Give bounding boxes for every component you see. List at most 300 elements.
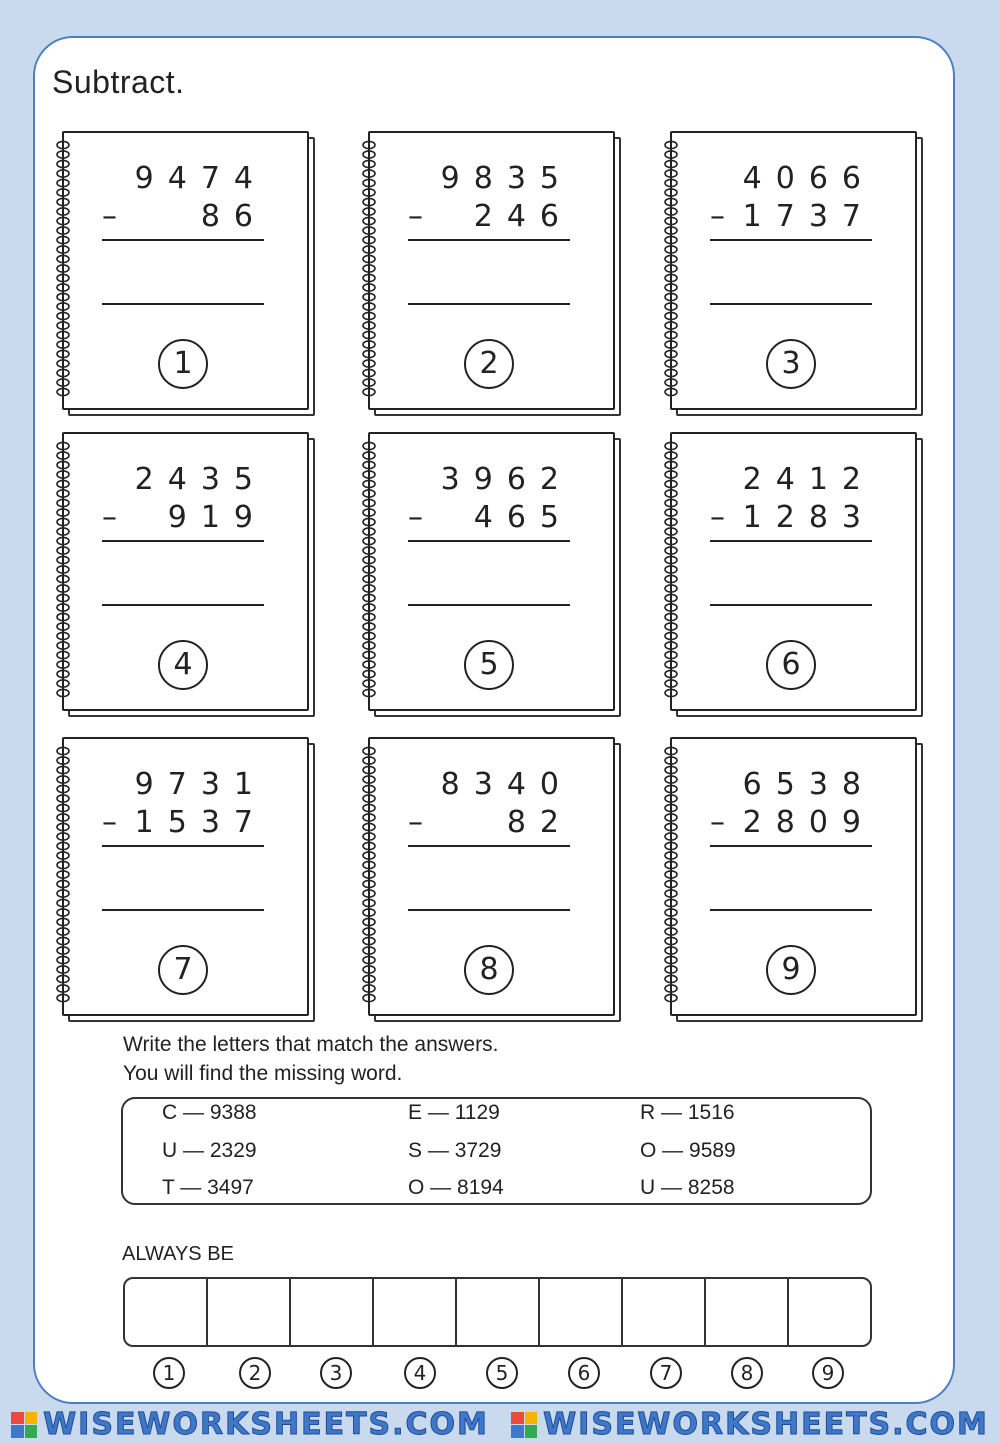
spiral-ring: [57, 246, 69, 253]
spiral-ring: [57, 776, 69, 783]
spiral-ring: [665, 795, 677, 802]
answer-line[interactable]: [408, 909, 570, 911]
footer-brand-text: WISEWORKSHEETS.COM: [543, 1407, 989, 1442]
spiral-ring: [665, 861, 677, 868]
spiral-ring: [57, 985, 69, 992]
spiral-ring: [57, 274, 69, 281]
spiral-ring: [363, 442, 375, 449]
spiral-ring: [363, 388, 375, 395]
key-value: 1129: [454, 1101, 500, 1124]
key-letter: O: [408, 1176, 425, 1199]
key-letter: O: [640, 1139, 657, 1162]
spiral-ring: [665, 871, 677, 878]
answer-box-3[interactable]: [291, 1279, 374, 1345]
problem-number: 9: [766, 945, 816, 995]
spiral-ring: [57, 814, 69, 821]
spiral-ring: [363, 632, 375, 639]
spiral-ring: [363, 680, 375, 687]
spiral-ring: [665, 651, 677, 658]
answer-line[interactable]: [102, 909, 264, 911]
answer-key-entry: [408, 1176, 504, 1200]
spiral-ring: [363, 518, 375, 525]
spiral-ring: [665, 566, 677, 573]
minuend: 9731: [134, 767, 267, 802]
spiral-ring: [665, 575, 677, 582]
minus-sign: –: [710, 500, 725, 535]
minus-sign: –: [102, 805, 117, 840]
spiral-ring: [665, 350, 677, 357]
spiral-ring: [363, 861, 375, 868]
answer-line[interactable]: [102, 303, 264, 305]
spiral-ring: [57, 833, 69, 840]
brand-logo-icon: [511, 1412, 537, 1438]
spiral-ring: [57, 547, 69, 554]
spiral-ring: [57, 528, 69, 535]
answer-key-entry: [162, 1101, 257, 1125]
spiral-ring: [57, 518, 69, 525]
key-dash: —: [177, 1139, 210, 1162]
spiral-ring: [665, 369, 677, 376]
spiral-ring: [57, 880, 69, 887]
spiral-ring: [363, 795, 375, 802]
spiral-ring: [665, 689, 677, 696]
key-dash: —: [656, 1139, 690, 1162]
answer-number: 9: [812, 1357, 844, 1389]
spiral-ring: [57, 236, 69, 243]
spiral-ring: [57, 795, 69, 802]
answer-box-6[interactable]: [540, 1279, 623, 1345]
minuend: 2435: [134, 462, 267, 497]
spiral-ring: [57, 804, 69, 811]
spiral-ring: [665, 928, 677, 935]
spiral-ring: [665, 804, 677, 811]
answer-key-entry: [162, 1139, 257, 1163]
sum-line: [710, 239, 872, 241]
spiral-ring: [57, 757, 69, 764]
spiral-binding-icon: [360, 440, 382, 702]
spiral-ring: [665, 747, 677, 754]
spiral-ring: [57, 994, 69, 1001]
spiral-binding-icon: [54, 745, 76, 1007]
spiral-ring: [57, 141, 69, 148]
subtrahend: 1283: [742, 500, 875, 535]
minuend: 8340: [440, 767, 573, 802]
key-letter: T: [162, 1176, 175, 1199]
spiral-ring: [57, 379, 69, 386]
spiral-ring: [363, 661, 375, 668]
answer-number: 6: [568, 1357, 600, 1389]
spiral-ring: [363, 208, 375, 215]
spiral-ring: [665, 379, 677, 386]
sum-line: [408, 540, 570, 542]
spiral-ring: [665, 661, 677, 668]
spiral-ring: [57, 160, 69, 167]
spiral-ring: [363, 499, 375, 506]
spiral-ring: [363, 331, 375, 338]
spiral-ring: [363, 604, 375, 611]
instruction-title: Subtract.: [52, 64, 185, 100]
answer-box-9[interactable]: [789, 1279, 870, 1345]
spiral-ring: [57, 661, 69, 668]
spiral-ring: [57, 766, 69, 773]
spiral-ring: [57, 151, 69, 158]
spiral-ring: [665, 537, 677, 544]
key-dash: —: [174, 1176, 208, 1199]
minus-sign: –: [102, 500, 117, 535]
problem-notebook-7: [62, 737, 317, 1022]
spiral-ring: [363, 975, 375, 982]
spiral-ring: [363, 236, 375, 243]
answer-box-4[interactable]: [374, 1279, 457, 1345]
spiral-ring: [57, 480, 69, 487]
spiral-ring: [665, 217, 677, 224]
answer-line[interactable]: [102, 604, 264, 606]
minus-sign: –: [102, 199, 117, 234]
spiral-ring: [665, 909, 677, 916]
spiral-ring: [665, 509, 677, 516]
minus-sign: –: [710, 805, 725, 840]
spiral-ring: [57, 747, 69, 754]
spiral-ring: [57, 312, 69, 319]
spiral-ring: [665, 189, 677, 196]
spiral-ring: [363, 341, 375, 348]
spiral-ring: [363, 141, 375, 148]
spiral-ring: [665, 994, 677, 1001]
answer-box-7[interactable]: [623, 1279, 706, 1345]
spiral-ring: [363, 547, 375, 554]
spiral-ring: [665, 388, 677, 395]
spiral-ring: [363, 293, 375, 300]
key-letter: R: [640, 1101, 656, 1124]
problem-number: 4: [158, 640, 208, 690]
spiral-ring: [57, 899, 69, 906]
spiral-ring: [665, 947, 677, 954]
footer-brand-right: [511, 1407, 989, 1442]
spiral-ring: [665, 670, 677, 677]
spiral-ring: [57, 303, 69, 310]
spiral-ring: [665, 284, 677, 291]
spiral-ring: [57, 670, 69, 677]
spiral-ring: [363, 613, 375, 620]
spiral-ring: [665, 823, 677, 830]
spiral-ring: [57, 217, 69, 224]
spiral-ring: [57, 966, 69, 973]
spiral-ring: [363, 227, 375, 234]
spiral-ring: [57, 947, 69, 954]
spiral-ring: [57, 265, 69, 272]
spiral-ring: [57, 566, 69, 573]
spiral-ring: [363, 537, 375, 544]
spiral-ring: [665, 956, 677, 963]
spiral-ring: [665, 966, 677, 973]
spiral-ring: [57, 861, 69, 868]
spiral-ring: [57, 689, 69, 696]
spiral-ring: [363, 966, 375, 973]
problem-notebook-4: [62, 432, 317, 717]
spiral-ring: [665, 480, 677, 487]
minuend: 3962: [440, 462, 573, 497]
spiral-ring: [665, 227, 677, 234]
spiral-ring: [363, 265, 375, 272]
spiral-ring: [363, 823, 375, 830]
spiral-ring: [363, 528, 375, 535]
spiral-ring: [665, 499, 677, 506]
spiral-ring: [363, 556, 375, 563]
spiral-ring: [665, 890, 677, 897]
spiral-binding-icon: [662, 139, 684, 401]
minuend: 4066: [742, 161, 875, 196]
spiral-ring: [665, 255, 677, 262]
spiral-ring: [363, 880, 375, 887]
spiral-ring: [665, 842, 677, 849]
spiral-ring: [665, 490, 677, 497]
spiral-ring: [665, 880, 677, 887]
spiral-ring: [57, 255, 69, 262]
spiral-ring: [363, 670, 375, 677]
key-value: 2329: [209, 1139, 257, 1162]
spiral-ring: [57, 623, 69, 630]
minuend: 9474: [134, 161, 267, 196]
spiral-ring: [363, 461, 375, 468]
key-dash: —: [424, 1176, 458, 1199]
spiral-ring: [665, 985, 677, 992]
spiral-ring: [363, 785, 375, 792]
problem-number: 5: [464, 640, 514, 690]
spiral-binding-icon: [662, 745, 684, 1007]
spiral-ring: [57, 499, 69, 506]
sum-line: [102, 540, 264, 542]
spiral-ring: [57, 509, 69, 516]
spiral-ring: [57, 452, 69, 459]
answer-line[interactable]: [710, 604, 872, 606]
spiral-ring: [665, 785, 677, 792]
answer-box-5[interactable]: [457, 1279, 540, 1345]
spiral-ring: [665, 556, 677, 563]
spiral-ring: [665, 179, 677, 186]
spiral-ring: [363, 566, 375, 573]
spiral-ring: [363, 160, 375, 167]
spiral-ring: [363, 594, 375, 601]
answer-line[interactable]: [710, 303, 872, 305]
subtrahend: 919: [167, 500, 267, 535]
subtrahend: 246: [473, 199, 573, 234]
key-value: 9388: [209, 1101, 257, 1124]
footer-brand-left: [11, 1407, 489, 1442]
spiral-ring: [665, 680, 677, 687]
spiral-ring: [665, 776, 677, 783]
spiral-ring: [665, 303, 677, 310]
notebook-page: [368, 131, 615, 410]
spiral-ring: [665, 604, 677, 611]
spiral-ring: [363, 379, 375, 386]
spiral-ring: [57, 490, 69, 497]
sum-line: [710, 845, 872, 847]
spiral-ring: [665, 461, 677, 468]
answer-number: 2: [239, 1357, 271, 1389]
spiral-ring: [363, 909, 375, 916]
spiral-ring: [57, 604, 69, 611]
problem-notebook-3: [670, 131, 925, 416]
answer-box-2[interactable]: [208, 1279, 291, 1345]
notebook-page: [62, 432, 309, 711]
spiral-ring: [57, 852, 69, 859]
spiral-ring: [363, 217, 375, 224]
key-letter: E: [408, 1101, 423, 1124]
spiral-ring: [57, 227, 69, 234]
answer-number: 4: [404, 1357, 436, 1389]
spiral-ring: [363, 852, 375, 859]
spiral-ring: [363, 994, 375, 1001]
sum-line: [408, 845, 570, 847]
notebook-page: [670, 432, 917, 711]
spiral-ring: [57, 871, 69, 878]
spiral-ring: [363, 766, 375, 773]
answer-key-entry: [640, 1101, 735, 1125]
spiral-binding-icon: [54, 440, 76, 702]
spiral-ring: [665, 442, 677, 449]
subtrahend: 465: [473, 500, 573, 535]
spiral-ring: [57, 594, 69, 601]
key-letter: U: [162, 1139, 178, 1162]
problem-notebook-1: [62, 131, 317, 416]
problem-notebook-5: [368, 432, 623, 717]
spiral-ring: [665, 236, 677, 243]
spiral-ring: [363, 575, 375, 582]
spiral-ring: [57, 956, 69, 963]
spiral-ring: [57, 823, 69, 830]
spiral-binding-icon: [360, 139, 382, 401]
spiral-ring: [57, 928, 69, 935]
spiral-ring: [363, 623, 375, 630]
spiral-binding-icon: [54, 139, 76, 401]
notebook-page: [670, 131, 917, 410]
key-value: 1516: [687, 1101, 735, 1124]
answer-box-8[interactable]: [706, 1279, 789, 1345]
spiral-ring: [363, 985, 375, 992]
spiral-ring: [665, 528, 677, 535]
spiral-ring: [665, 899, 677, 906]
sum-line: [710, 540, 872, 542]
spiral-ring: [363, 642, 375, 649]
subtrahend: 1537: [134, 805, 267, 840]
answer-line[interactable]: [408, 303, 570, 305]
spiral-ring: [57, 613, 69, 620]
spiral-ring: [57, 198, 69, 205]
spiral-ring: [57, 585, 69, 592]
spiral-ring: [57, 179, 69, 186]
problem-number: 3: [766, 339, 816, 389]
spiral-ring: [363, 871, 375, 878]
answer-number: 8: [731, 1357, 763, 1389]
answer-boxes: [123, 1277, 872, 1347]
spiral-ring: [665, 623, 677, 630]
spiral-ring: [665, 170, 677, 177]
problem-number: 6: [766, 640, 816, 690]
key-value: 8258: [687, 1176, 735, 1199]
spiral-ring: [57, 331, 69, 338]
spiral-ring: [57, 284, 69, 291]
spiral-ring: [665, 331, 677, 338]
spiral-ring: [363, 928, 375, 935]
minuend: 2412: [742, 462, 875, 497]
spiral-ring: [57, 341, 69, 348]
spiral-ring: [363, 747, 375, 754]
match-instruction-line1: Write the letters that match the answers.: [123, 1033, 499, 1056]
spiral-ring: [665, 452, 677, 459]
answer-number: 3: [320, 1357, 352, 1389]
answer-key-entry: [640, 1176, 735, 1200]
spiral-ring: [665, 833, 677, 840]
spiral-ring: [665, 975, 677, 982]
spiral-ring: [665, 265, 677, 272]
spiral-ring: [363, 833, 375, 840]
key-value: 9589: [689, 1139, 736, 1162]
spiral-ring: [57, 909, 69, 916]
spiral-ring: [363, 179, 375, 186]
answer-line[interactable]: [408, 604, 570, 606]
answer-box-1[interactable]: [125, 1279, 208, 1345]
spiral-ring: [57, 360, 69, 367]
notebook-page: [670, 737, 917, 1016]
spiral-ring: [665, 274, 677, 281]
spiral-ring: [363, 189, 375, 196]
spiral-ring: [57, 975, 69, 982]
subtrahend: 1737: [742, 199, 875, 234]
spiral-ring: [665, 312, 677, 319]
spiral-ring: [57, 170, 69, 177]
spiral-ring: [363, 776, 375, 783]
spiral-ring: [363, 956, 375, 963]
key-value: 3729: [454, 1139, 502, 1162]
minus-sign: –: [408, 500, 423, 535]
key-letter: U: [640, 1176, 656, 1199]
footer-brand-text: WISEWORKSHEETS.COM: [43, 1407, 489, 1442]
answer-number: 7: [650, 1357, 682, 1389]
spiral-ring: [57, 442, 69, 449]
answer-number: 5: [486, 1357, 518, 1389]
spiral-ring: [363, 360, 375, 367]
minus-sign: –: [408, 805, 423, 840]
problem-number: 1: [158, 339, 208, 389]
spiral-ring: [363, 322, 375, 329]
key-dash: —: [422, 1101, 455, 1124]
problem-notebook-6: [670, 432, 925, 717]
spiral-ring: [665, 246, 677, 253]
problem-number: 2: [464, 339, 514, 389]
problem-number: 7: [158, 945, 208, 995]
key-dash: —: [655, 1101, 688, 1124]
spiral-ring: [363, 899, 375, 906]
sum-line: [408, 239, 570, 241]
key-letter: C: [162, 1101, 178, 1124]
spiral-ring: [363, 198, 375, 205]
spiral-ring: [57, 388, 69, 395]
spiral-ring: [363, 303, 375, 310]
answer-line[interactable]: [710, 909, 872, 911]
spiral-ring: [57, 890, 69, 897]
spiral-ring: [363, 689, 375, 696]
spiral-ring: [363, 814, 375, 821]
match-instruction-line2: You will find the missing word.: [123, 1062, 403, 1085]
spiral-ring: [57, 189, 69, 196]
spiral-ring: [57, 537, 69, 544]
spiral-ring: [57, 575, 69, 582]
spiral-ring: [665, 632, 677, 639]
answer-key-entry: [408, 1139, 501, 1163]
spiral-ring: [665, 160, 677, 167]
spiral-ring: [57, 293, 69, 300]
spiral-ring: [665, 471, 677, 478]
